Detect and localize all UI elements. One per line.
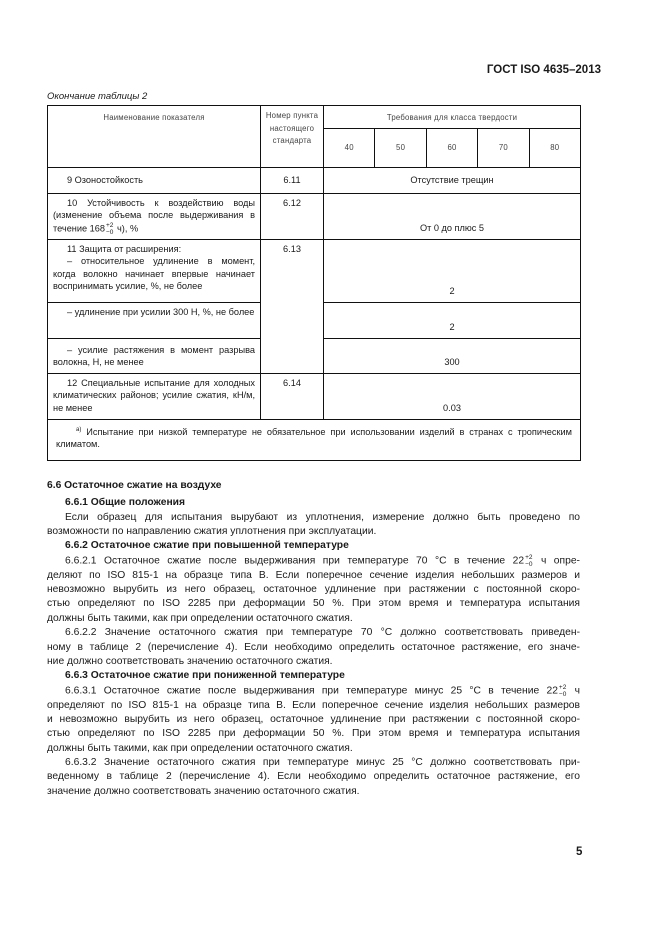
line-text: 6.6.2 Остаточное сжатие при повышенной температуре (65, 540, 349, 552)
section-heading (47, 479, 580, 493)
paragraph-line (47, 583, 580, 597)
paragraph-line (47, 756, 580, 770)
line-suffix: ч (567, 685, 580, 697)
tolerance-upper: +2 (558, 683, 567, 691)
line-text: возможности по направлению сжатия уплотнения при эксплуатации. (47, 526, 377, 538)
line-text: 6.6 Остаточное сжатие на воздухе (47, 480, 222, 491)
header-requirements: Требования для класса твердости (324, 106, 581, 129)
section-heading (47, 496, 580, 510)
line-text: ние должно соответствовать значению остаточного сжатия. (47, 655, 333, 667)
paragraph-line (47, 655, 580, 669)
line-text: Если образец для испытания вырубают из уплотнения, измерение должно быть проведено по (65, 511, 580, 523)
footnote-text: Испытание при низкой температуре не обязательное при использовании изделий в странах с тропическим климатом. (56, 427, 572, 450)
header-clause: Номер пункта настоящего стандарта (261, 106, 324, 168)
header-class: 80 (529, 129, 580, 168)
row-name: 9 Озоностойкость (48, 168, 261, 194)
table-caption: Окончание таблицы 2 (47, 91, 148, 102)
row-name: – удлинение при усилии 300 Н, %, не более (48, 303, 261, 339)
paragraph-line (47, 626, 580, 640)
tolerance-lower: −0 (106, 228, 114, 236)
table-row (48, 240, 581, 303)
row-name-title: 11 Защита от расширения: (67, 244, 182, 254)
section-heading (47, 539, 580, 553)
line-text: 6.6.1 Общие положения (65, 497, 185, 509)
line-text: невозможно вырубить из него образец, остаточное удлинение при растяжении с постоянной скоро- (47, 584, 580, 596)
row-value: Отсутствие трещин (324, 168, 581, 194)
header-class: 50 (375, 129, 426, 168)
paragraph-line (47, 699, 580, 713)
line-text: 6.6.2.1 Остаточное сжатие после выдерживания при температуре 70 °С в течение 22 (65, 555, 525, 567)
paragraph-line (47, 554, 580, 569)
row-name-text: 10 Устойчивость к воздействию воды (изменение объема после выдерживания в течение 168 (53, 198, 255, 234)
paragraph-line (47, 742, 580, 756)
tolerance-upper: +2 (525, 553, 533, 561)
row-value: 300 (324, 339, 581, 374)
page-content (47, 91, 581, 799)
table-row (48, 374, 581, 420)
paragraph-line (47, 569, 580, 583)
row-value: 2 (324, 240, 581, 303)
paragraph-line (47, 684, 580, 699)
paragraph-line (47, 612, 580, 626)
section-heading (47, 669, 580, 683)
line-text: значение должно соответствовать значению остаточного сжатия. (47, 785, 360, 797)
requirements-table (47, 105, 581, 461)
row-name-text: – относительное удлинение в момент, когда волокно начинает впервые начинает воспринимать усилие, %, не более (53, 256, 255, 291)
row-name: 12 Специальные испытание для холодных климатических районов; усилие сжатия, кН/м, не менее (48, 374, 261, 420)
line-text: должны быть такими, как при определении остаточного сжатия. (47, 612, 353, 624)
line-text: стью определяют по ISO 2285 при деформации 50 %. При этом время и температура испытания (47, 598, 580, 610)
tolerance (525, 554, 532, 568)
footnote-mark: а) (76, 427, 82, 433)
table-row (48, 194, 581, 240)
row-clause: 6.14 (261, 374, 324, 420)
paragraph-line (47, 727, 580, 741)
document-id: ГОСТ ISO 4635–2013 (486, 64, 601, 76)
line-text: 6.6.3 Остаточное сжатие при пониженной температуре (65, 670, 345, 682)
row-clause: 6.13 (261, 240, 324, 374)
line-text: и невозможно вырубить из него образец, остаточное удлинение при растяжении с постоянной скоро- (47, 713, 580, 725)
header-name: Наименование показателя (48, 106, 261, 168)
row-name (48, 240, 261, 303)
line-text: стью определяют по ISO 2285 при деформации 50 %. При этом время и температура испытания (47, 728, 580, 740)
line-text: деляют по ISO 815-1 на образце типа В. Если поперечное сечение изделия небольших размеров и (47, 569, 580, 581)
row-clause: 6.11 (261, 168, 324, 194)
paragraph-line (47, 785, 580, 799)
paragraph-line (47, 641, 580, 655)
line-text: 6.6.3.1 Остаточное сжатие после выдерживания при температуре минус 25 °С в течение 22 (65, 685, 558, 697)
row-value: От 0 до плюс 5 (324, 194, 581, 240)
tolerance (106, 222, 113, 236)
tolerance-lower: −0 (558, 690, 567, 698)
header-class: 60 (426, 129, 477, 168)
paragraph-line (47, 525, 580, 539)
tolerance (559, 684, 566, 698)
row-value: 0.03 (324, 374, 581, 420)
line-text: должны быть такими, как при определении остаточного сжатия. (47, 742, 353, 754)
line-text: ному в таблице 2 (перечисление 4). Если необходимо определить остаточное растяжение, его значе- (47, 641, 580, 653)
tolerance-lower: −0 (525, 560, 533, 568)
line-text: веденному в таблице 2 (перечисление 4). Если необходимо определить остаточное растяжение, его (47, 771, 580, 783)
line-text: 6.6.3.2 Значение остаточного сжатия при температуре минус 25 °С должно соответствовать при- (65, 756, 580, 768)
table-footnote (48, 420, 581, 461)
line-text: 6.6.2.2 Значение остаточного сжатия при температуре 70 °С должно соответствовать приведен- (65, 627, 580, 639)
line-text: определяют по ISO 815-1 на образце типа В. Если поперечное сечение изделия небольших размеров (47, 699, 580, 711)
row-clause: 6.12 (261, 194, 324, 240)
paragraph-line (47, 713, 580, 727)
row-name-suffix: ч), % (114, 223, 139, 234)
table-row (48, 168, 581, 194)
paragraph-line (47, 597, 580, 611)
row-name (48, 194, 261, 240)
row-name: – усилие растяжения в момент разрыва волокна, Н, не менее (48, 339, 261, 374)
tolerance-upper: +2 (106, 221, 114, 229)
paragraph-line (47, 511, 580, 525)
line-suffix: ч опре- (533, 555, 580, 567)
page-number: 5 (576, 846, 583, 858)
row-value: 2 (324, 303, 581, 339)
header-class: 40 (324, 129, 375, 168)
header-class: 70 (478, 129, 529, 168)
section-body (47, 479, 580, 799)
paragraph-line (47, 770, 580, 784)
